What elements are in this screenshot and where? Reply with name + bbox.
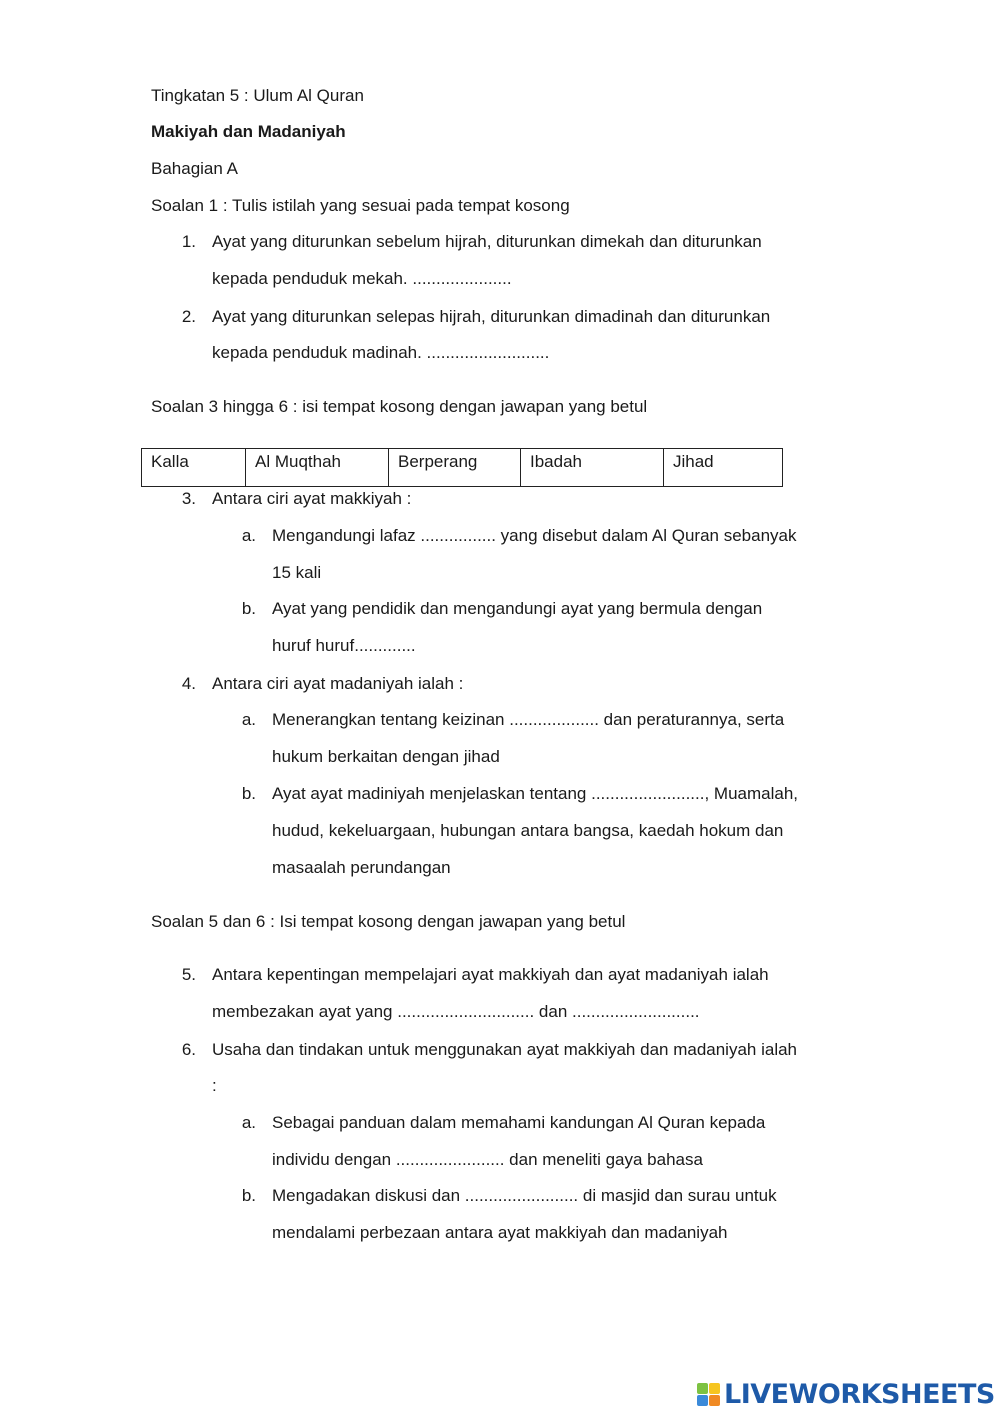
tile-green [697,1383,708,1394]
question-text-line: Antara kepentingan mempelajari ayat makkiyah dan ayat madaniyah ialah [212,965,769,984]
liveworksheets-tiles-icon [697,1383,721,1407]
question-text-line: kepada penduduk mekah. ..................... [212,269,512,288]
liveworksheets-logo [697,1378,995,1412]
sub-question-letter: a. [241,710,256,729]
question-text-line: Usaha dan tindakan untuk menggunakan ayat makkiyah dan madaniyah ialah [212,1040,798,1059]
level-heading: Tingkatan 5 : Ulum Al Quran [151,86,364,105]
sub-question-line: Sebagai panduan dalam memahami kandungan Al Quran kepada [272,1113,766,1132]
sub-question-line: Mengadakan diskusi dan ........................ di masjid dan surau untuk [272,1186,777,1205]
sub-question-letter: a. [241,526,256,545]
question-number: 3. [181,489,196,508]
tile-orange [709,1395,720,1406]
soalan5-6-instruction: Soalan 5 dan 6 : Isi tempat kosong dengan jawapan yang betul [151,912,626,931]
sub-question-line: individu dengan ....................... dan meneliti gaya bahasa [272,1150,703,1169]
question-number: 5. [181,965,196,984]
sub-question-line: Ayat ayat madiniyah menjelaskan tentang ........................, Muamalah, [272,784,799,803]
sub-question-letter: a. [241,1113,256,1132]
question-text-line: : [212,1076,217,1095]
sub-question-line: mendalami perbezaan antara ayat makkiyah dan madaniyah [272,1223,728,1242]
document-title: Makiyah dan Madaniyah [151,122,346,141]
question-text: Antara ciri ayat madaniyah ialah : [212,674,464,693]
section-heading: Bahagian A [151,159,238,178]
word-bank-cell: Al Muqthah [246,449,389,487]
soalan3-6-instruction: Soalan 3 hingga 6 : isi tempat kosong dengan jawapan yang betul [151,397,648,416]
question-text: Antara ciri ayat makkiyah : [212,489,412,508]
sub-question-line: hudud, kekeluargaan, hubungan antara bangsa, kaedah hokum dan [272,821,784,840]
word-bank-cell: Berperang [389,449,521,487]
sub-question-line: 15 kali [272,563,322,582]
sub-question-line: Mengandungi lafaz ................ yang disebut dalam Al Quran sebanyak [272,526,797,545]
sub-question-line: hukum berkaitan dengan jihad [272,747,500,766]
question-number: 2. [181,307,196,326]
word-bank-cell: Ibadah [521,449,664,487]
question-text-line: Ayat yang diturunkan selepas hijrah, diturunkan dimadinah dan diturunkan [212,307,771,326]
tile-yellow [709,1383,720,1394]
question-number: 1. [181,232,196,251]
sub-question-line: huruf huruf............. [272,636,416,655]
word-bank-cell: Jihad [664,449,783,487]
liveworksheets-brand-text: LIVEWORKSHEETS [724,1379,995,1410]
word-bank-cell: Kalla [142,449,246,487]
question-text-line: kepada penduduk madinah. .......................... [212,343,550,362]
sub-question-line: masaalah perundangan [272,858,451,877]
tile-blue [697,1395,708,1406]
sub-question-line: Menerangkan tentang keizinan ................... dan peraturannya, serta [272,710,785,729]
question-number: 6. [181,1040,196,1059]
question-text-line: membezakan ayat yang ............................. dan ........................... [212,1002,700,1021]
sub-question-letter: b. [241,599,256,618]
question-number: 4. [181,674,196,693]
sub-question-letter: b. [241,1186,256,1205]
sub-question-line: Ayat yang pendidik dan mengandungi ayat yang bermula dengan [272,599,763,618]
sub-question-letter: b. [241,784,256,803]
word-bank-table [141,448,783,487]
question-text-line: Ayat yang diturunkan sebelum hijrah, diturunkan dimekah dan diturunkan [212,232,762,251]
soalan1-instruction: Soalan 1 : Tulis istilah yang sesuai pada tempat kosong [151,196,570,215]
